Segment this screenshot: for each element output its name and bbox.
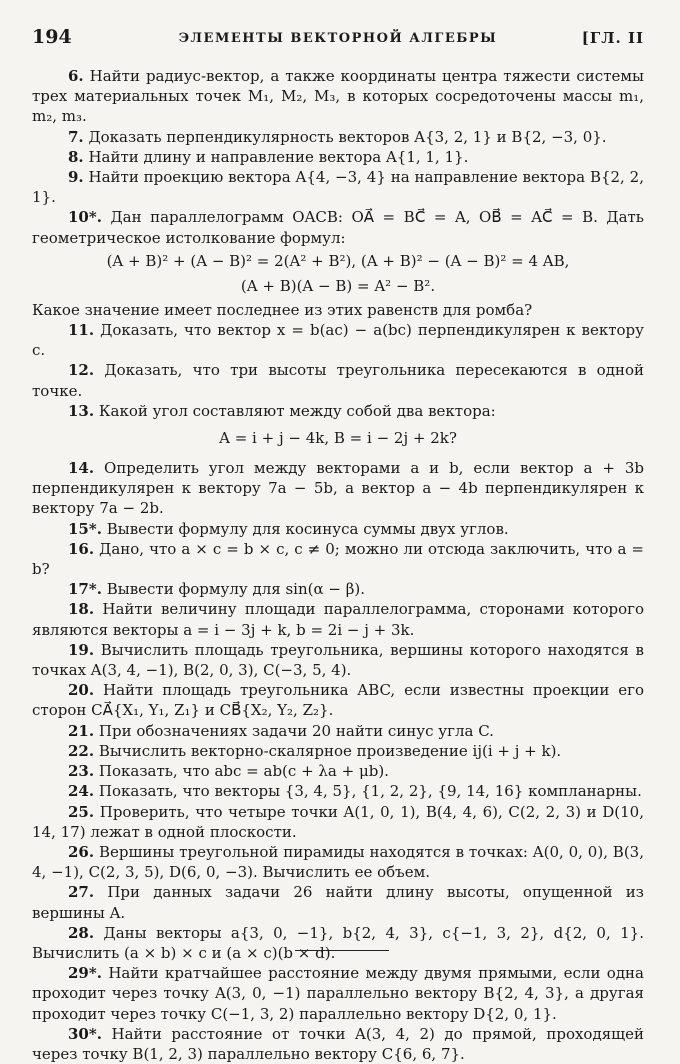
formula-10-line-1: (A + B)² + (A − B)² = 2(A² + B²), (A + B)² − (A − B)² = 4 AB, xyxy=(106,251,570,270)
problem-number: 15*. xyxy=(68,519,102,538)
problem-item xyxy=(32,741,644,761)
problem-text: Доказать, что вектор x = b(ac) − a(bc) перпендикулярен к вектору c. xyxy=(32,321,644,360)
rhombus-question: Какое значение имеет последнее из этих равенств для ромба? xyxy=(32,300,533,319)
problem-item xyxy=(32,882,644,922)
problem-text: Доказать перпендикулярность векторов A{3, 2, 1} и B{2, −3, 0}. xyxy=(88,127,607,146)
problem-number: 22. xyxy=(68,741,95,760)
page-header xyxy=(32,26,644,50)
problem-number: 21. xyxy=(68,721,95,740)
problem-text: Даны векторы a{3, 0, −1}, b{2, 4, 3}, c{−1, 3, 2}, d{2, 0, 1}. Вычислить (a × b) × c и (a × c)(b × d). xyxy=(32,923,644,962)
problem-item xyxy=(32,761,644,781)
problem-number: 6. xyxy=(68,67,84,85)
problem-number: 25. xyxy=(68,802,95,821)
problem-item xyxy=(32,842,644,882)
problem-number: 20. xyxy=(68,681,95,700)
problem-item xyxy=(32,599,644,639)
problem-item xyxy=(32,360,644,400)
problem-item xyxy=(32,147,644,167)
problem-item xyxy=(32,721,644,741)
problem-item xyxy=(32,539,644,579)
problem-item xyxy=(32,458,644,519)
problem-text: Найти площадь треугольника ABC, если известны проекции его сторон CA⃗{X₁, Y₁, Z₁} и CB⃗{X₂, Y₂, Z₂}. xyxy=(32,681,644,720)
problem-text: Найти радиус-вектор, а также координаты центра тяжести системы трех материальных точек M₁, M₂, M₃, в которых сосредоточены массы m₁, m₂, m₃. xyxy=(32,67,644,126)
problem-text: Дан параллелограмм OACB: OA⃗ = BC⃗ = A, OB⃗ = AC⃗ = B. Дать геометрическое истолкование формул: xyxy=(32,208,644,247)
problem-item xyxy=(32,680,644,720)
problem-text: Какой угол составляют между собой два вектора: xyxy=(98,401,496,420)
problem-text: Доказать, что три высоты треугольника пересекаются в одной точке. xyxy=(32,361,644,400)
problem-text: Найти величину площади параллелограмма, сторонами которого являются векторы a = i − 3j + k, b = 2i − j + 3k. xyxy=(32,600,644,639)
page-number: 194 xyxy=(32,26,72,48)
problem-text: Найти проекцию вектора A{4, −3, 4} на направление вектора B{2, 2, 1}. xyxy=(32,168,644,207)
problem-item xyxy=(32,66,644,127)
problem-text: Показать, что векторы {3, 4, 5}, {1, 2, 2}, {9, 14, 16} компланарны. xyxy=(98,782,642,801)
problem-item xyxy=(32,519,644,539)
problem-text: При обозначениях задачи 20 найти синус угла C. xyxy=(98,721,494,740)
problem-text: Вершины треугольной пирамиды находятся в точках: A(0, 0, 0), B(3, 4, −1), C(2, 3, 5), D(6, 0, −3). Вычислить ее объем. xyxy=(32,842,644,882)
problem-item xyxy=(32,963,644,1024)
problem-list xyxy=(32,66,644,1064)
problem-number: 9. xyxy=(68,168,84,187)
problem-text: Найти длину и направление вектора A{1, 1, 1}. xyxy=(88,147,469,166)
chapter-label: [ГЛ. II xyxy=(581,29,644,47)
problem-item xyxy=(32,320,644,360)
problem-text: Дано, что a × c = b × c, c ≠ 0; можно ли отсюда заключить, что a = b? xyxy=(32,539,644,579)
problem-text: Вычислить векторно-скалярное произведение ij(i + j + k). xyxy=(98,741,562,760)
problem-number: 26. xyxy=(68,842,95,861)
problem-item xyxy=(32,923,644,963)
problem-text: Определить угол между векторами a и b, если вектор a + 3b перпендикулярен к вектору 7a − 5b, а вектор a − 4b перпендикулярен к вектору 7a − 2b. xyxy=(32,459,644,518)
problem-number: 13. xyxy=(68,401,95,420)
problem-item xyxy=(32,127,644,147)
problem-number: 27. xyxy=(68,883,95,902)
problem-number: 23. xyxy=(68,762,95,781)
problem-number: 30*. xyxy=(68,1024,102,1043)
problem-item xyxy=(32,1024,644,1064)
problem-number: 18. xyxy=(68,600,95,619)
problem-number: 10*. xyxy=(68,208,102,227)
problem-number: 8. xyxy=(68,147,84,166)
problem-number: 12. xyxy=(68,361,95,380)
problem-number: 16. xyxy=(68,539,95,558)
problem-item xyxy=(32,167,644,207)
problem-text: Найти кратчайшее расстояние между двумя прямыми, если одна проходит через точку A(3, 0, −1) параллельно вектору B{2, 4, 3}, а другая проходит через точку C(−1, 3, 2) параллельно вектору D{2, 0, 1}. xyxy=(32,964,644,1023)
problem-text: Проверить, что четыре точки A(1, 0, 1), B(4, 4, 6), C(2, 2, 3) и D(10, 14, 17) лежат в одной плоскости. xyxy=(32,802,644,841)
problem-number: 24. xyxy=(68,782,95,801)
problem-item xyxy=(32,802,644,842)
running-title: ЭЛЕМЕНТЫ ВЕКТОРНОЙ АЛГЕБРЫ xyxy=(178,31,498,46)
problem-text: Вычислить площадь треугольника, вершины которого находятся в точках A(3, 4, −1), B(2, 0, 3), C(−3, 5, 4). xyxy=(32,640,644,680)
problem-number: 29*. xyxy=(68,964,102,983)
problem-number: 19. xyxy=(68,640,95,659)
problem-number: 28. xyxy=(68,923,95,942)
problem-text: Показать, что abc = ab(c + λa + μb). xyxy=(98,762,389,781)
problem-number: 7. xyxy=(68,127,84,146)
formula-13: A = i + j − 4k, B = i − 2j + 2k? xyxy=(219,429,457,448)
problem-number: 14. xyxy=(68,459,95,478)
problem-text: Найти расстояние от точки A(3, 4, 2) до прямой, проходящей через точку B(1, 2, 3) параллельно вектору C{6, 6, 7}. xyxy=(32,1024,644,1063)
problem-number: 17*. xyxy=(68,580,102,599)
problem-item xyxy=(32,401,644,421)
problem-item xyxy=(32,579,644,599)
problem-item xyxy=(32,781,644,801)
formula-10-line-2: (A + B)(A − B) = A² − B². xyxy=(240,276,436,295)
problem-text: Вывести формулу для косинуса суммы двух углов. xyxy=(106,519,509,538)
end-rule xyxy=(295,950,389,951)
problem-number: 11. xyxy=(68,321,95,340)
problem-item xyxy=(32,207,644,247)
problem-text: Вывести формулу для sin(α − β). xyxy=(106,580,366,599)
problem-item xyxy=(32,640,644,680)
problem-text: При данных задачи 26 найти длину высоты, опущенной из вершины A. xyxy=(32,883,644,922)
